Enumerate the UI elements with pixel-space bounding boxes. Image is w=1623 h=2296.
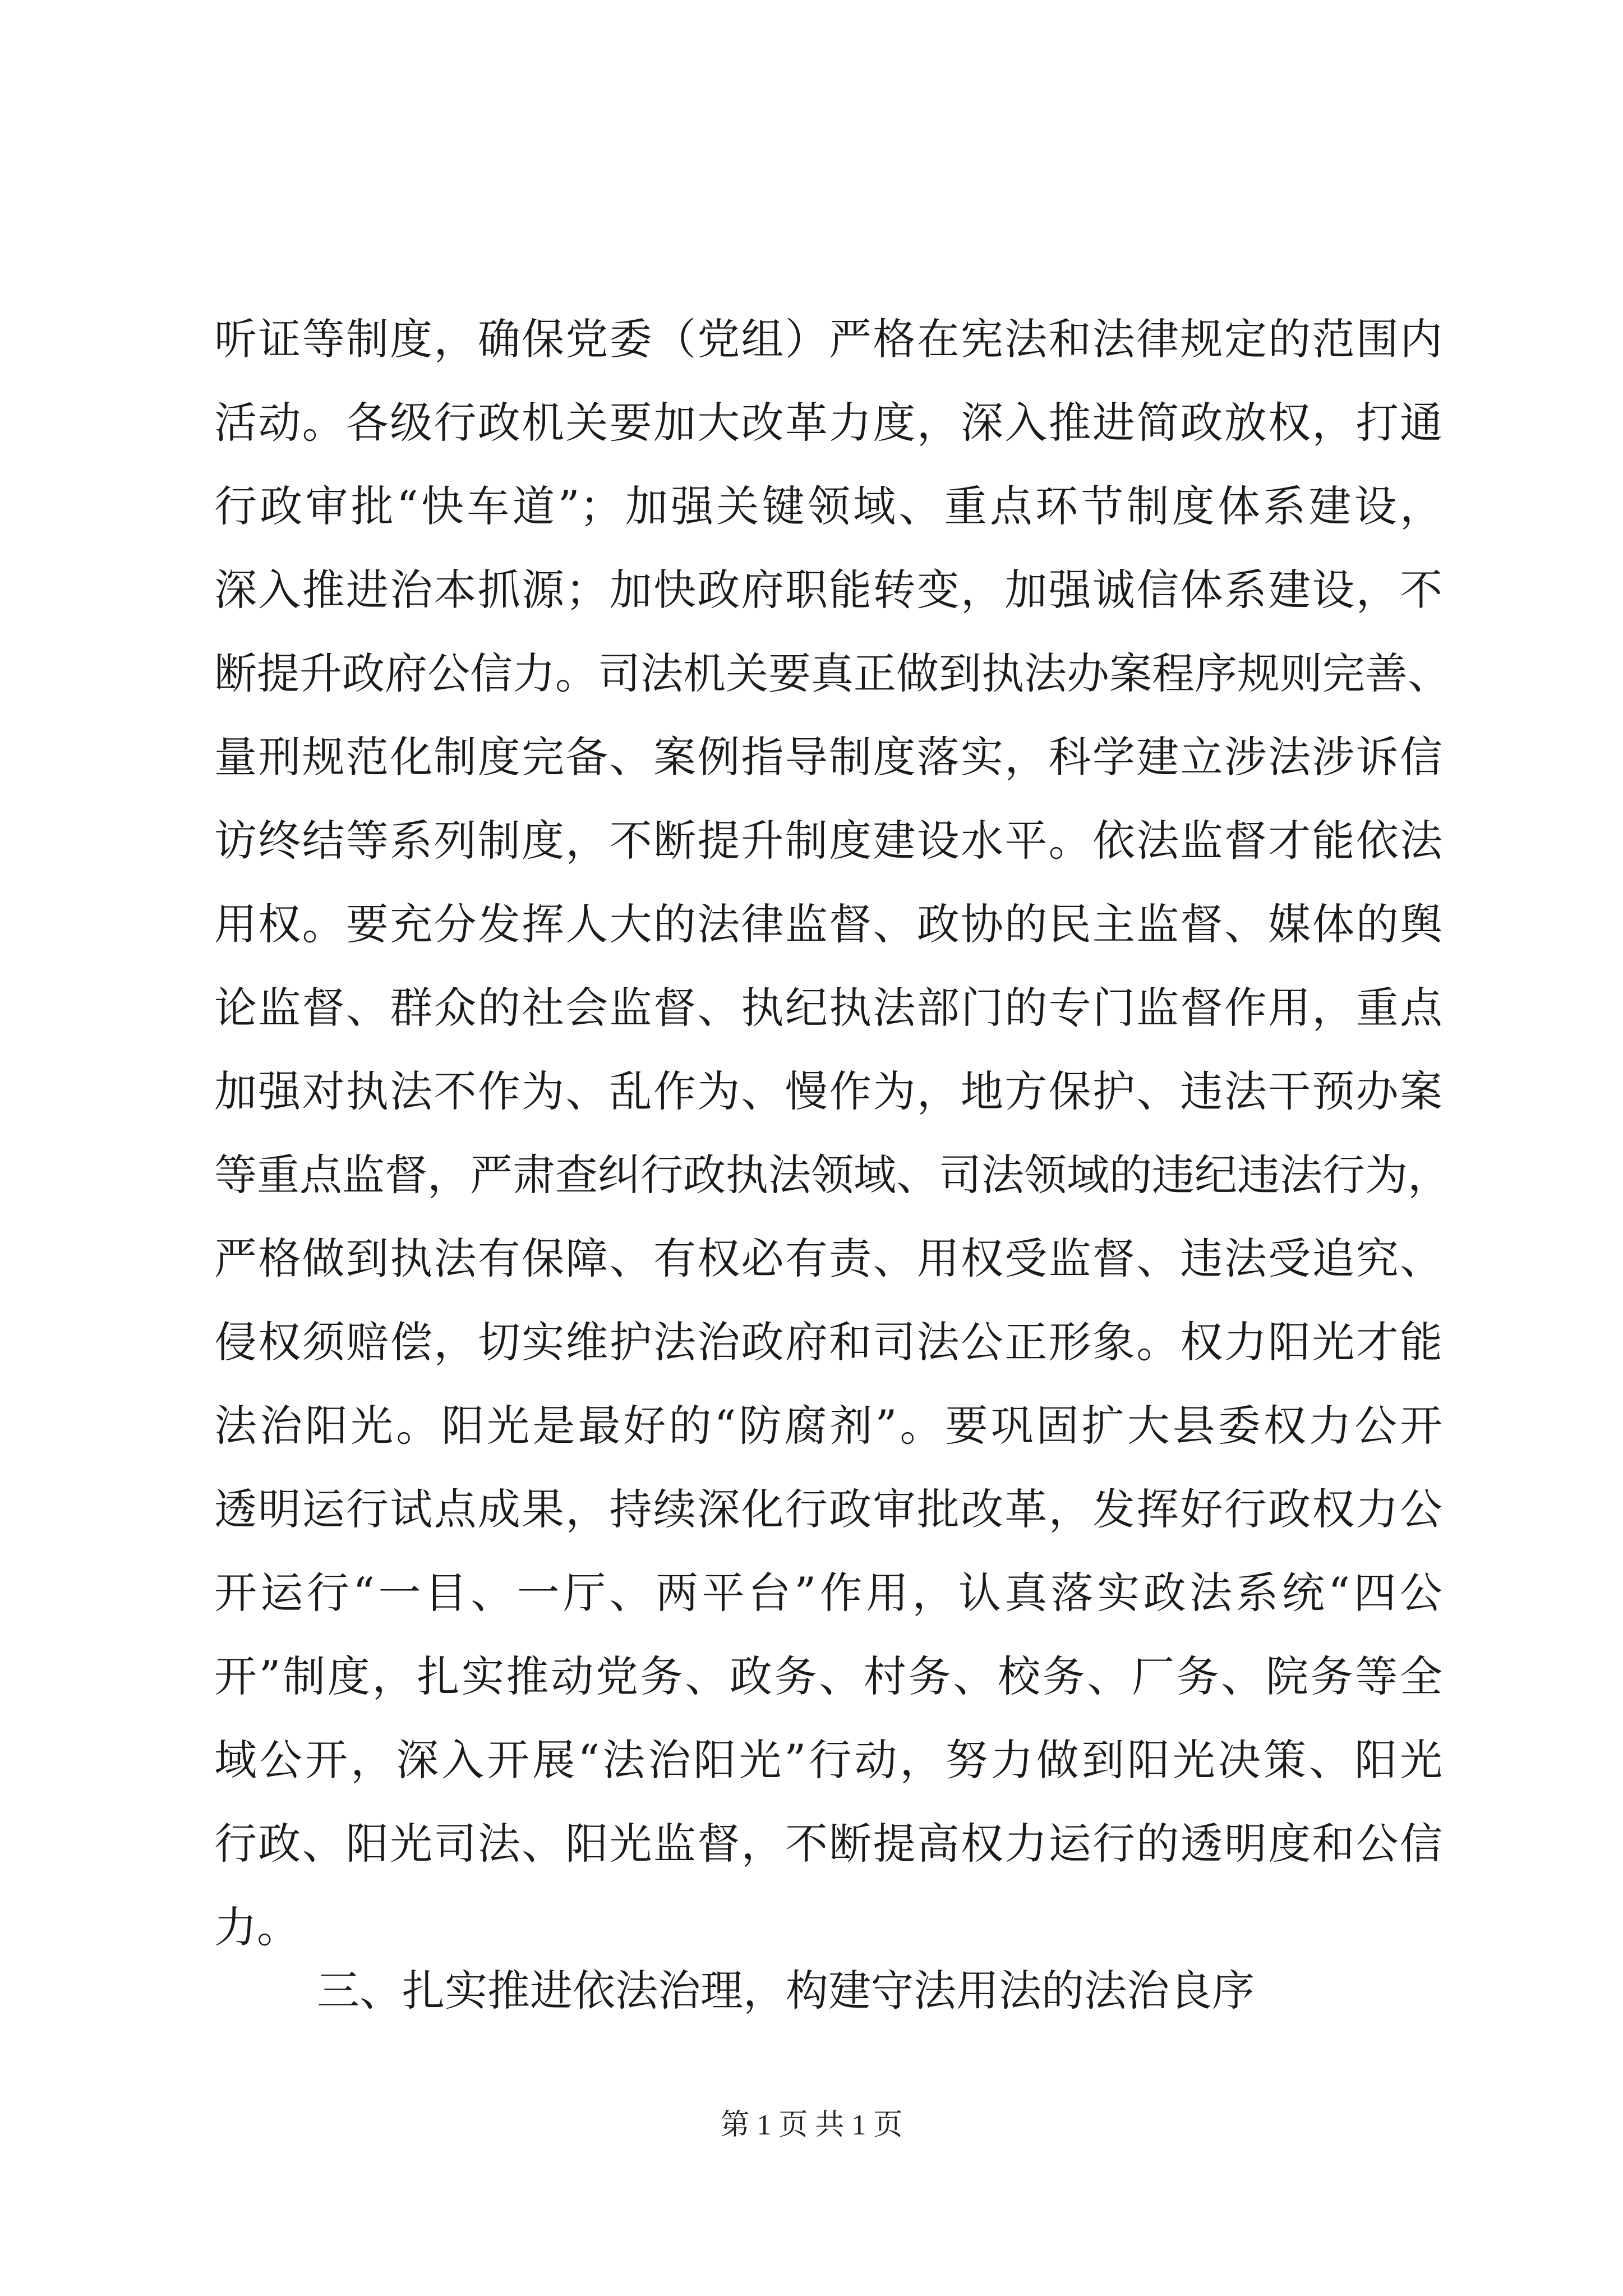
text-line: 力。 (214, 1902, 299, 1952)
text-line: 行政、阳光司法、阳光监督，不断提高权力运行的透明度和公信 (214, 1819, 1442, 1869)
page-footer: 第 1 页 共 1 页 (720, 2109, 903, 2141)
text-line: 侵权须赔偿，切实维护法治政府和司法公正形象。权力阳光才能 (214, 1317, 1442, 1367)
text-line: 行政审批“快车道”；加强关键领域、重点环节制度体系建设， (214, 481, 1442, 531)
text-line: 严格做到执法有保障、有权必有责、用权受监督、违法受追究、 (214, 1234, 1442, 1283)
text-line: 加强对执法不作为、乱作为、慢作为，地方保护、违法干预办案 (214, 1066, 1442, 1116)
text-line: 断提升政府公信力。司法机关要真正做到执法办案程序规则完善、 (214, 648, 1450, 698)
text-line: 量刑规范化制度完备、案例指导制度落实，科学建立涉法涉诉信 (214, 732, 1442, 782)
text-line: 用权。要充分发挥人大的法律监督、政协的民主监督、媒体的舆 (214, 899, 1442, 949)
text-line: 法治阳光。阳光是最好的“防腐剂”。要巩固扩大县委权力公开 (214, 1401, 1442, 1451)
text-line: 深入推进治本抓源；加快政府职能转变，加强诚信体系建设，不 (214, 565, 1442, 615)
text-line: 听证等制度，确保党委（党组）严格在宪法和法律规定的范围内 (214, 314, 1442, 364)
text-line: 域公开，深入开展“法治阳光”行动，努力做到阳光决策、阳光 (214, 1735, 1442, 1785)
text-line: 开运行“一目、一厅、两平台”作用，认真落实政法系统“四公 (214, 1568, 1442, 1618)
text-line: 开”制度，扎实推动党务、政务、村务、校务、厂务、院务等全 (214, 1651, 1442, 1701)
text-line: 访终结等系列制度，不断提升制度建设水平。依法监督才能依法 (214, 816, 1442, 866)
text-line: 活动。各级行政机关要加大改革力度，深入推进简政放权，打通 (214, 398, 1442, 448)
text-line: 等重点监督，严肃查纠行政执法领域、司法领域的违纪违法行为， (214, 1150, 1450, 1200)
text-line: 论监督、群众的社会监督、执纪执法部门的专门监督作用，重点 (214, 983, 1442, 1033)
section-heading: 三、扎实推进依法治理，构建守法用法的法治良序 (317, 1966, 1255, 2016)
text-line: 透明运行试点成果，持续深化行政审批改革，发挥好行政权力公 (214, 1484, 1442, 1534)
body-paragraph (214, 297, 1450, 1969)
